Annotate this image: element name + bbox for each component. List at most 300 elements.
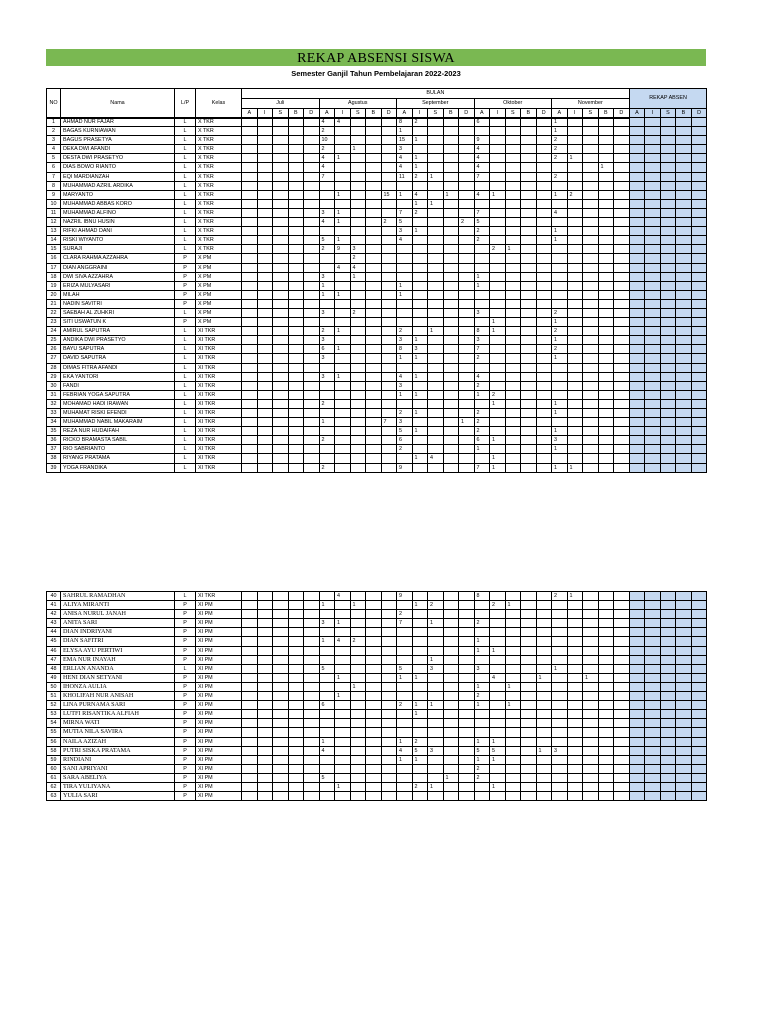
cell-attendance <box>397 399 413 408</box>
cell-nama: IHONZA AULIA <box>61 682 175 691</box>
cell-kelas: XI PM <box>196 773 242 782</box>
cell-rekap <box>691 399 707 408</box>
cell-attendance <box>536 290 552 299</box>
code-header: A <box>474 109 490 119</box>
cell-rekap <box>660 127 676 136</box>
cell-attendance <box>490 637 506 646</box>
cell-attendance <box>598 445 614 454</box>
cell-rekap <box>645 610 661 619</box>
cell-attendance <box>381 363 397 372</box>
code-header: I <box>257 109 273 119</box>
cell-no: 26 <box>47 345 61 354</box>
cell-attendance <box>583 163 599 172</box>
cell-attendance <box>583 136 599 145</box>
cell-rekap <box>691 327 707 336</box>
cell-attendance <box>583 290 599 299</box>
cell-attendance <box>242 299 258 308</box>
cell-rekap <box>691 701 707 710</box>
cell-attendance <box>459 363 475 372</box>
code-header: A <box>242 109 258 119</box>
cell-attendance <box>614 454 630 463</box>
cell-rekap <box>676 773 692 782</box>
cell-attendance <box>366 299 382 308</box>
cell-attendance <box>381 127 397 136</box>
cell-nama: EQI MARDIANZAH <box>61 172 175 181</box>
cell-attendance <box>521 655 537 664</box>
cell-attendance <box>459 199 475 208</box>
cell-attendance <box>459 381 475 390</box>
cell-no: 16 <box>47 254 61 263</box>
cell-rekap <box>660 418 676 427</box>
cell-attendance <box>381 427 397 436</box>
cell-attendance <box>567 299 583 308</box>
cell-attendance <box>459 245 475 254</box>
table-row <box>47 728 707 737</box>
cell-attendance <box>505 782 521 791</box>
cell-lp: P <box>175 710 196 719</box>
cell-lp: P <box>175 254 196 263</box>
cell-rekap <box>645 655 661 664</box>
cell-nama: DEKA DWI AFANDI <box>61 145 175 154</box>
cell-attendance <box>459 682 475 691</box>
cell-attendance <box>366 136 382 145</box>
cell-attendance <box>443 746 459 755</box>
cell-attendance: 1 <box>490 454 506 463</box>
cell-attendance <box>505 145 521 154</box>
cell-attendance: 1 <box>335 692 351 701</box>
cell-attendance: 6 <box>319 701 335 710</box>
cell-nama: FANDI <box>61 381 175 390</box>
cell-attendance <box>598 637 614 646</box>
cell-attendance <box>288 755 304 764</box>
cell-attendance <box>350 427 366 436</box>
cell-rekap <box>629 181 645 190</box>
month-header: Agustus <box>319 99 397 109</box>
cell-attendance <box>552 199 568 208</box>
cell-attendance <box>350 792 366 801</box>
cell-attendance <box>567 436 583 445</box>
cell-rekap <box>676 236 692 245</box>
cell-attendance: 4 <box>552 208 568 217</box>
cell-attendance <box>335 399 351 408</box>
cell-attendance <box>288 154 304 163</box>
cell-attendance <box>319 764 335 773</box>
cell-attendance <box>583 463 599 472</box>
cell-attendance: 2 <box>350 254 366 263</box>
cell-lp: P <box>175 737 196 746</box>
cell-attendance <box>350 782 366 791</box>
cell-lp: P <box>175 318 196 327</box>
cell-attendance <box>521 363 537 372</box>
code-header: B <box>366 109 382 119</box>
cell-attendance: 1 <box>412 601 428 610</box>
cell-attendance: 1 <box>428 655 444 664</box>
cell-attendance: 3 <box>319 272 335 281</box>
cell-rekap <box>660 755 676 764</box>
cell-attendance <box>490 692 506 701</box>
cell-attendance <box>304 728 320 737</box>
cell-attendance <box>319 199 335 208</box>
cell-attendance <box>381 254 397 263</box>
cell-rekap <box>691 227 707 236</box>
cell-attendance: 2 <box>552 308 568 317</box>
table-row <box>47 318 707 327</box>
cell-attendance <box>273 172 289 181</box>
table-row <box>47 664 707 673</box>
cell-rekap <box>645 163 661 172</box>
cell-attendance <box>567 208 583 217</box>
cell-attendance <box>381 773 397 782</box>
table-row <box>47 463 707 472</box>
cell-attendance <box>505 409 521 418</box>
cell-attendance <box>428 363 444 372</box>
cell-attendance <box>521 719 537 728</box>
cell-attendance <box>614 773 630 782</box>
cell-attendance: 5 <box>412 746 428 755</box>
cell-attendance <box>428 118 444 127</box>
cell-attendance: 2 <box>474 409 490 418</box>
cell-nama: ALIYA MIRANTI <box>61 601 175 610</box>
cell-attendance <box>397 454 413 463</box>
cell-attendance <box>521 701 537 710</box>
cell-attendance <box>304 390 320 399</box>
cell-attendance <box>552 728 568 737</box>
cell-attendance <box>583 336 599 345</box>
cell-attendance <box>257 145 273 154</box>
cell-attendance <box>273 637 289 646</box>
cell-attendance <box>443 290 459 299</box>
cell-rekap <box>629 701 645 710</box>
cell-rekap <box>629 136 645 145</box>
month-header: Juli <box>242 99 320 109</box>
cell-attendance <box>288 199 304 208</box>
cell-attendance <box>505 610 521 619</box>
cell-attendance <box>490 592 506 601</box>
cell-attendance: 2 <box>474 764 490 773</box>
cell-attendance <box>505 363 521 372</box>
cell-rekap <box>645 463 661 472</box>
cell-attendance: 3 <box>397 336 413 345</box>
table-row <box>47 136 707 145</box>
cell-rekap <box>660 764 676 773</box>
cell-attendance: 1 <box>412 701 428 710</box>
cell-attendance: 1 <box>474 701 490 710</box>
cell-attendance <box>319 719 335 728</box>
cell-attendance <box>242 327 258 336</box>
cell-attendance: 3 <box>319 372 335 381</box>
cell-attendance <box>381 619 397 628</box>
cell-rekap <box>645 208 661 217</box>
cell-attendance <box>397 299 413 308</box>
cell-attendance <box>273 372 289 381</box>
cell-rekap <box>660 619 676 628</box>
cell-attendance: 9 <box>397 592 413 601</box>
cell-attendance: 3 <box>350 245 366 254</box>
cell-attendance <box>521 764 537 773</box>
cell-attendance <box>304 290 320 299</box>
cell-kelas: X TKR <box>196 136 242 145</box>
cell-attendance <box>521 136 537 145</box>
cell-attendance <box>397 181 413 190</box>
cell-lp: P <box>175 263 196 272</box>
cell-attendance <box>536 782 552 791</box>
cell-attendance: 2 <box>552 345 568 354</box>
cell-attendance <box>536 655 552 664</box>
cell-attendance <box>536 692 552 701</box>
cell-attendance <box>257 701 273 710</box>
cell-attendance: 1 <box>552 664 568 673</box>
cell-attendance <box>304 236 320 245</box>
cell-attendance <box>536 792 552 801</box>
cell-attendance <box>505 454 521 463</box>
cell-attendance: 2 <box>412 737 428 746</box>
cell-rekap <box>629 318 645 327</box>
cell-attendance <box>521 782 537 791</box>
cell-kelas: XI PM <box>196 628 242 637</box>
cell-attendance: 1 <box>490 463 506 472</box>
cell-nama: KHOLIFAH NUR ANISAH <box>61 692 175 701</box>
cell-attendance <box>288 646 304 655</box>
cell-rekap <box>645 381 661 390</box>
cell-attendance: 1 <box>552 190 568 199</box>
cell-attendance <box>381 299 397 308</box>
cell-rekap <box>676 710 692 719</box>
cell-attendance <box>521 664 537 673</box>
table-row <box>47 792 707 801</box>
cell-attendance <box>583 281 599 290</box>
cell-attendance <box>459 136 475 145</box>
cell-attendance <box>614 737 630 746</box>
cell-rekap <box>660 181 676 190</box>
cell-lp: L <box>175 163 196 172</box>
cell-attendance <box>366 409 382 418</box>
cell-attendance <box>304 372 320 381</box>
cell-attendance <box>273 254 289 263</box>
code-header: S <box>660 109 676 119</box>
cell-lp: L <box>175 354 196 363</box>
cell-rekap <box>676 281 692 290</box>
cell-attendance <box>273 701 289 710</box>
cell-lp: L <box>175 154 196 163</box>
cell-attendance <box>459 409 475 418</box>
cell-attendance <box>304 637 320 646</box>
table-row <box>47 737 707 746</box>
cell-attendance <box>288 236 304 245</box>
cell-attendance <box>242 136 258 145</box>
cell-nama: SANI APRIYANI <box>61 764 175 773</box>
cell-attendance <box>521 272 537 281</box>
cell-attendance: 1 <box>567 592 583 601</box>
cell-attendance: 3 <box>319 336 335 345</box>
cell-rekap <box>691 118 707 127</box>
cell-attendance <box>273 154 289 163</box>
cell-attendance <box>257 418 273 427</box>
cell-attendance <box>614 363 630 372</box>
cell-rekap <box>676 692 692 701</box>
cell-attendance <box>598 336 614 345</box>
cell-attendance <box>536 118 552 127</box>
cell-nama: ERLIAN ANANDA <box>61 664 175 673</box>
cell-attendance <box>490 208 506 217</box>
cell-attendance <box>304 445 320 454</box>
cell-rekap <box>691 782 707 791</box>
table-row <box>47 181 707 190</box>
cell-rekap <box>676 172 692 181</box>
cell-attendance <box>350 619 366 628</box>
cell-attendance <box>490 710 506 719</box>
cell-attendance <box>552 637 568 646</box>
cell-attendance <box>304 619 320 628</box>
cell-no: 45 <box>47 637 61 646</box>
cell-no: 25 <box>47 336 61 345</box>
cell-rekap <box>676 655 692 664</box>
cell-attendance <box>443 254 459 263</box>
cell-rekap <box>645 154 661 163</box>
cell-attendance <box>381 710 397 719</box>
cell-attendance <box>319 710 335 719</box>
cell-attendance <box>242 454 258 463</box>
cell-kelas: X PM <box>196 318 242 327</box>
cell-attendance <box>335 363 351 372</box>
cell-rekap <box>676 737 692 746</box>
cell-attendance <box>350 281 366 290</box>
cell-attendance <box>381 390 397 399</box>
cell-attendance <box>257 619 273 628</box>
cell-attendance <box>567 719 583 728</box>
cell-attendance: 2 <box>319 463 335 472</box>
cell-attendance: 1 <box>505 601 521 610</box>
cell-attendance <box>412 318 428 327</box>
cell-attendance <box>350 154 366 163</box>
cell-attendance <box>412 399 428 408</box>
cell-attendance <box>304 308 320 317</box>
cell-attendance: 2 <box>381 218 397 227</box>
cell-attendance <box>459 172 475 181</box>
cell-attendance: 1 <box>412 427 428 436</box>
cell-attendance: 4 <box>319 118 335 127</box>
cell-rekap <box>691 318 707 327</box>
cell-rekap <box>691 172 707 181</box>
cell-kelas: XI TKR <box>196 399 242 408</box>
cell-attendance: 4 <box>397 236 413 245</box>
cell-no: 61 <box>47 773 61 782</box>
table-row <box>47 199 707 208</box>
cell-attendance <box>614 782 630 791</box>
cell-attendance: 2 <box>459 218 475 227</box>
cell-attendance <box>288 172 304 181</box>
cell-lp: L <box>175 454 196 463</box>
cell-attendance <box>505 327 521 336</box>
table-row <box>47 345 707 354</box>
cell-attendance <box>381 701 397 710</box>
cell-attendance <box>459 792 475 801</box>
cell-attendance <box>614 145 630 154</box>
cell-attendance <box>505 290 521 299</box>
cell-attendance <box>288 710 304 719</box>
cell-rekap <box>691 290 707 299</box>
cell-attendance <box>257 263 273 272</box>
cell-attendance <box>350 409 366 418</box>
cell-rekap <box>676 610 692 619</box>
cell-attendance <box>366 619 382 628</box>
cell-attendance <box>335 336 351 345</box>
cell-kelas: XI PM <box>196 737 242 746</box>
cell-attendance: 1 <box>474 682 490 691</box>
cell-attendance <box>428 381 444 390</box>
cell-attendance <box>273 308 289 317</box>
cell-attendance <box>288 782 304 791</box>
cell-attendance <box>257 409 273 418</box>
cell-attendance <box>304 592 320 601</box>
cell-no: 40 <box>47 592 61 601</box>
cell-kelas: XI TKR <box>196 354 242 363</box>
cell-attendance <box>381 208 397 217</box>
cell-attendance <box>412 263 428 272</box>
cell-attendance: 2 <box>397 445 413 454</box>
cell-attendance <box>335 454 351 463</box>
cell-attendance <box>350 299 366 308</box>
cell-attendance <box>443 436 459 445</box>
table-row <box>47 290 707 299</box>
cell-attendance <box>536 445 552 454</box>
cell-no: 49 <box>47 673 61 682</box>
cell-nama: SITI USWATUN K <box>61 318 175 327</box>
cell-attendance <box>474 673 490 682</box>
cell-nama: MUTIA NILA SAVIRA <box>61 728 175 737</box>
col-no-header: NO <box>47 89 61 119</box>
cell-attendance <box>583 773 599 782</box>
cell-attendance <box>242 692 258 701</box>
cell-nama: LINA PURNAMA SARI <box>61 701 175 710</box>
cell-attendance <box>304 163 320 172</box>
cell-attendance <box>273 127 289 136</box>
cell-attendance <box>567 619 583 628</box>
cell-attendance <box>598 628 614 637</box>
cell-attendance <box>288 610 304 619</box>
cell-rekap <box>645 336 661 345</box>
cell-attendance <box>443 619 459 628</box>
cell-rekap <box>691 601 707 610</box>
cell-attendance <box>598 127 614 136</box>
cell-attendance <box>598 399 614 408</box>
cell-attendance <box>273 610 289 619</box>
cell-lp: P <box>175 619 196 628</box>
cell-attendance <box>598 308 614 317</box>
cell-attendance <box>288 263 304 272</box>
cell-no: 42 <box>47 610 61 619</box>
cell-rekap <box>676 245 692 254</box>
cell-attendance <box>567 263 583 272</box>
cell-attendance <box>366 454 382 463</box>
cell-attendance <box>381 463 397 472</box>
cell-attendance <box>288 336 304 345</box>
cell-attendance: 5 <box>319 773 335 782</box>
cell-rekap <box>645 637 661 646</box>
table-row <box>47 218 707 227</box>
cell-attendance <box>242 381 258 390</box>
cell-attendance <box>583 592 599 601</box>
cell-attendance <box>257 710 273 719</box>
cell-lp: P <box>175 610 196 619</box>
cell-rekap <box>676 118 692 127</box>
cell-attendance <box>443 227 459 236</box>
cell-attendance <box>443 163 459 172</box>
cell-attendance <box>381 637 397 646</box>
cell-attendance <box>490 199 506 208</box>
cell-rekap <box>629 281 645 290</box>
cell-attendance <box>428 755 444 764</box>
cell-no: 56 <box>47 737 61 746</box>
